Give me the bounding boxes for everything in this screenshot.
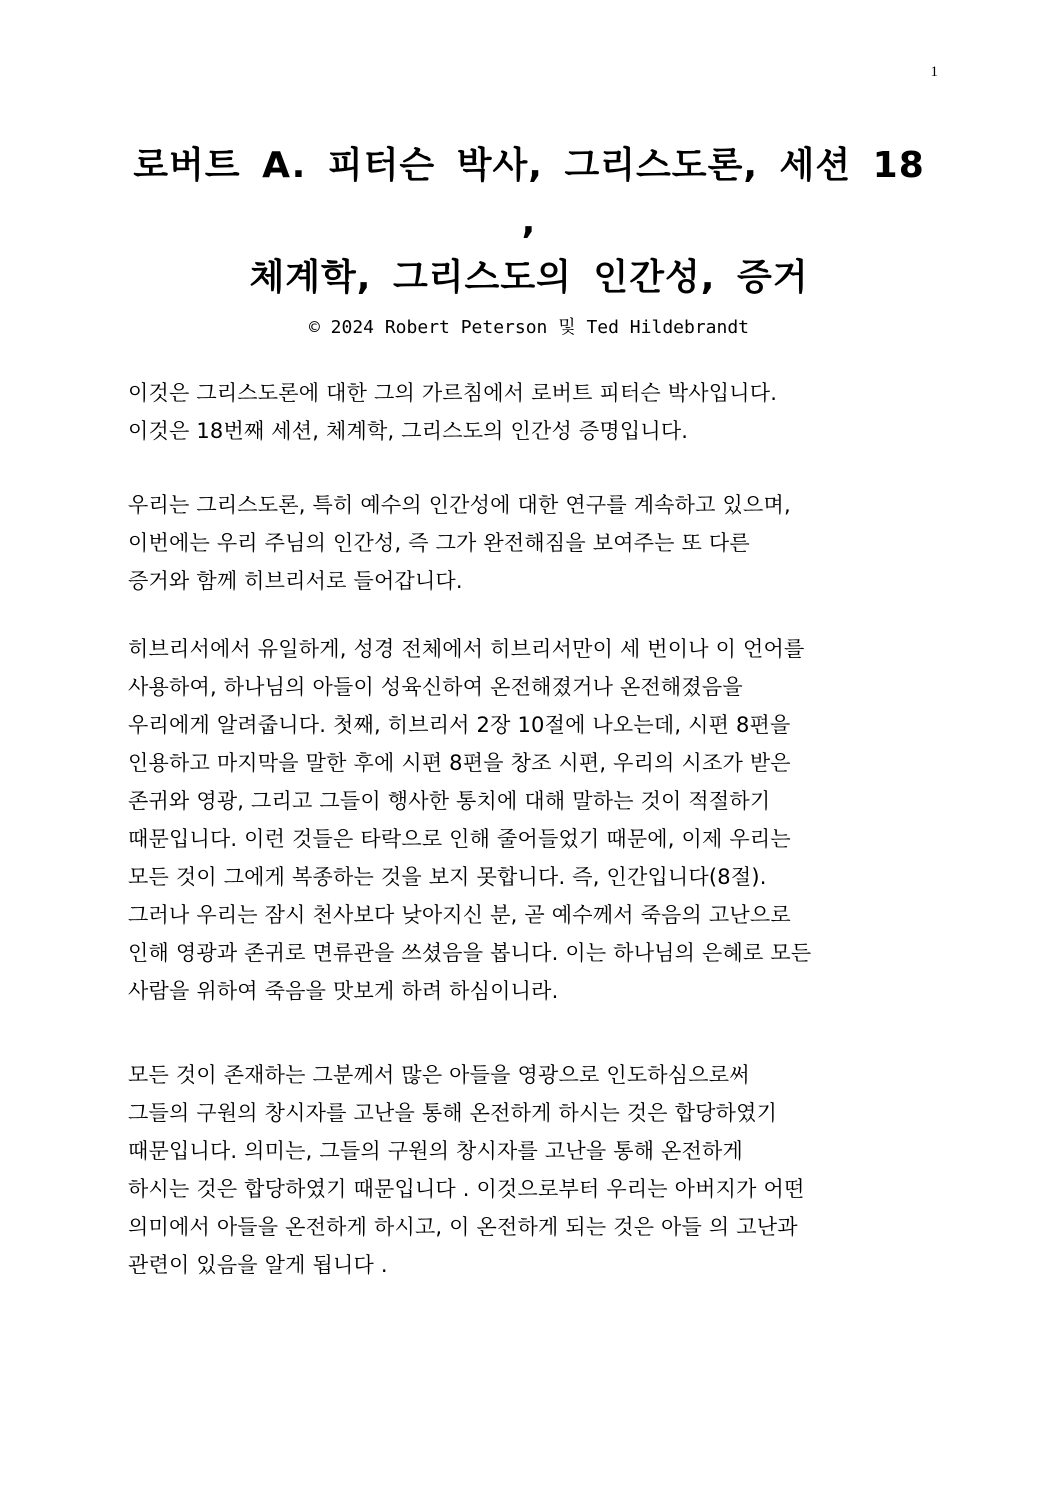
paragraph-line: 존귀와 영광, 그리고 그들이 행사한 통치에 대해 말하는 것이 적절하기 <box>128 789 771 813</box>
paragraph-line: 의미에서 아들을 온전하게 하시고, 이 온전하게 되는 것은 아들 의 고난과 <box>128 1215 798 1239</box>
paragraph-line: 이것은 18번째 세션, 체계학, 그리스도의 인간성 증명입니다. <box>128 419 689 443</box>
title-line-1: 로버트 A. 피터슨 박사, 그리스도론, 세션 18 <box>133 145 925 186</box>
paragraph-line: 인해 영광과 존귀로 면류관을 쓰셨음을 봅니다. 이는 하나님의 은혜로 모든 <box>128 941 812 965</box>
paragraph-line: 인용하고 마지막을 말한 후에 시편 8편을 창조 시편, 우리의 시조가 받은 <box>128 751 791 775</box>
copyright-notice: © 2024 Robert Peterson 및 Ted Hildebrandt <box>308 317 750 338</box>
paragraph-line: 우리는 그리스도론, 특히 예수의 인간성에 대한 연구를 계속하고 있으며, <box>128 493 791 517</box>
paragraph-line: 모든 것이 존재하는 그분께서 많은 아들을 영광으로 인도하심으로써 <box>128 1063 750 1087</box>
paragraph-line: 우리에게 알려줍니다. 첫째, 히브리서 2장 10절에 나오는데, 시편 8편을 <box>128 713 791 737</box>
paragraph-line: 모든 것이 그에게 복종하는 것을 보지 못합니다. 즉, 인간입니다(8절). <box>128 865 767 889</box>
paragraph-line: 그러나 우리는 잠시 천사보다 낮아지신 분, 곧 예수께서 죽음의 고난으로 <box>128 903 791 927</box>
paragraph-1 <box>128 374 940 450</box>
paragraph-line: 하시는 것은 합당하였기 때문입니다 . 이것으로부터 우리는 아버지가 어떤 <box>128 1177 805 1201</box>
paragraph-line: 그들의 구원의 창시자를 고난을 통해 온전하게 하시는 것은 합당하였기 <box>128 1101 778 1125</box>
paragraph-line: 사람을 위하여 죽음을 맛보게 하려 하심이니라. <box>128 979 559 1003</box>
page-number: 1 <box>930 64 938 80</box>
paragraph-line: 때문입니다. 이런 것들은 타락으로 인해 줄어들었기 때문에, 이제 우리는 <box>128 827 791 851</box>
paragraph-line: 히브리서에서 유일하게, 성경 전체에서 히브리서만이 세 번이나 이 언어를 <box>128 637 805 661</box>
paragraph-line: 이것은 그리스도론에 대한 그의 가르침에서 로버트 피터슨 박사입니다. <box>128 381 778 405</box>
paragraph-line: 이번에는 우리 주님의 인간성, 즉 그가 완전해짐을 보여주는 또 다른 <box>128 531 750 555</box>
paragraph-line: 사용하여, 하나님의 아들이 성육신하여 온전해졌거나 온전해졌음을 <box>128 675 743 699</box>
paragraph-line: 증거와 함께 히브리서로 들어갑니다. <box>128 569 463 593</box>
paragraph-4 <box>128 1056 940 1284</box>
paragraph-2 <box>128 486 940 600</box>
paragraph-line: 관련이 있음을 알게 됩니다 . <box>128 1253 388 1277</box>
paragraph-3 <box>128 630 940 1010</box>
paragraph-line: 때문입니다. 의미는, 그들의 구원의 창시자를 고난을 통해 온전하게 <box>128 1139 743 1163</box>
title-comma: , <box>521 201 537 242</box>
title-line-2: 체계학, 그리스도의 인간성, 증거 <box>249 257 809 298</box>
